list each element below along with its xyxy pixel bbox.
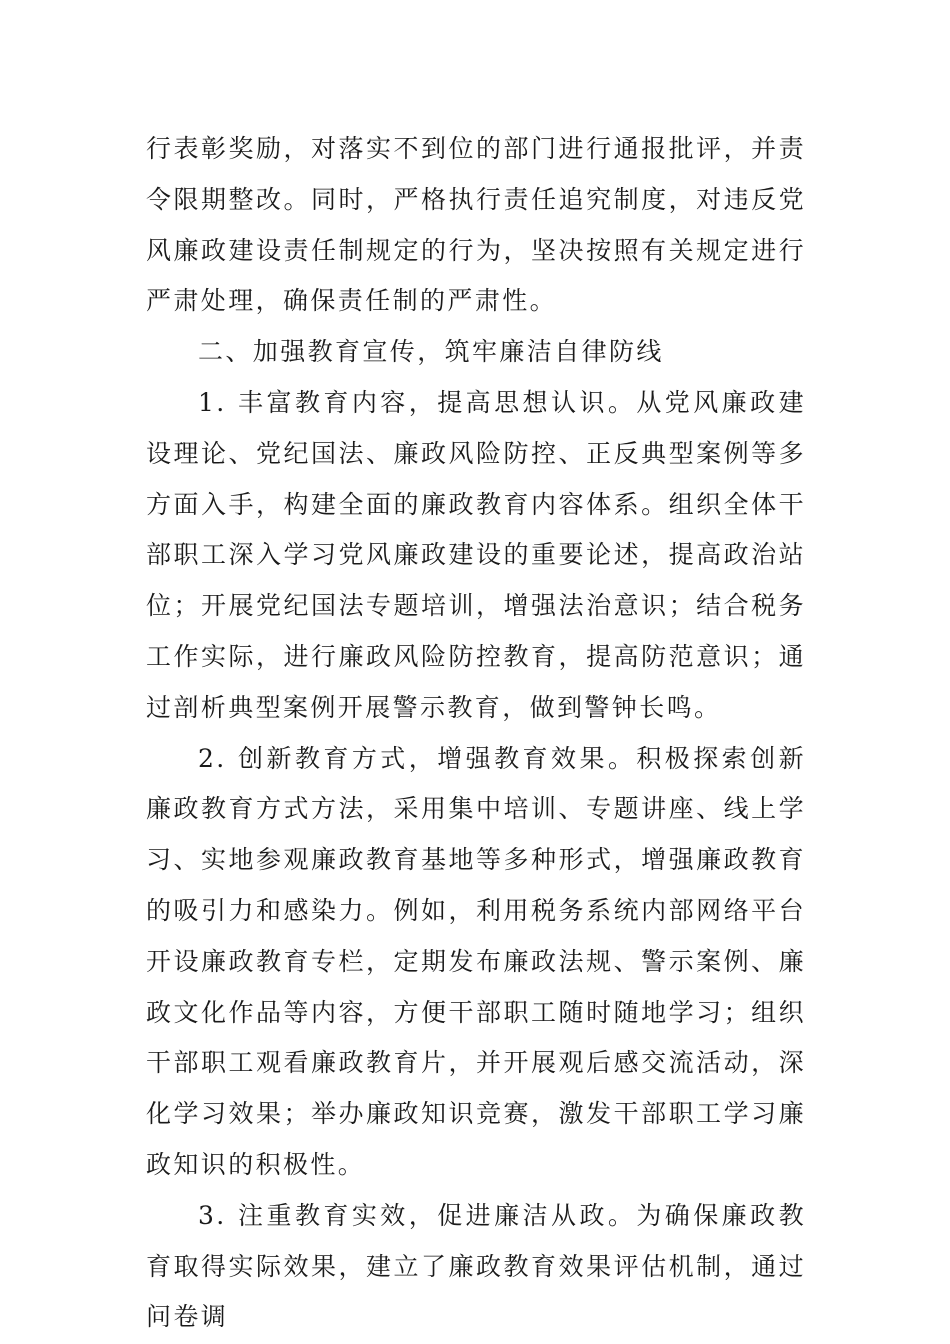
- document-body: [146, 124, 806, 1343]
- paragraph-item-1: 1. 丰富教育内容，提高思想认识。从党风廉政建设理论、党纪国法、廉政风险防控、正反典型案例等多方面入手，构建全面的廉政教育内容体系。组织全体干部职工深入学习党风廉政建设的重要论述，提高政治站位；开展党纪国法专题培训，增强法治意识；结合税务工作实际，进行廉政风险防控教育，提高防范意识；通过剖析典型案例开展警示教育，做到警钟长鸣。: [146, 387, 806, 722]
- paragraph-item-2: 2. 创新教育方式，增强教育效果。积极探索创新廉政教育方式方法，采用集中培训、专题讲座、线上学习、实地参观廉政教育基地等多种形式，增强廉政教育的吸引力和感染力。例如，利用税务系统内部网络平台开设廉政教育专栏，定期发布廉政法规、警示案例、廉政文化作品等内容，方便干部职工随时随地学习；组织干部职工观看廉政教育片，并开展观后感交流活动，深化学习效果；举办廉政知识竞赛，激发干部职工学习廉政知识的积极性。: [146, 743, 806, 1179]
- paragraph-continuation: 行表彰奖励，对落实不到位的部门进行通报批评，并责令限期整改。同时，严格执行责任追究制度，对违反党风廉政建设责任制规定的行为，坚决按照有关规定进行严肃处理，确保责任制的严肃性。: [146, 134, 806, 316]
- section-heading: 二、加强教育宣传，筑牢廉洁自律防线: [198, 337, 664, 367]
- paragraph-item-3: 3. 注重教育实效，促进廉洁从政。为确保廉政教育取得实际效果，建立了廉政教育效果评估机制，通过问卷调: [146, 1200, 806, 1332]
